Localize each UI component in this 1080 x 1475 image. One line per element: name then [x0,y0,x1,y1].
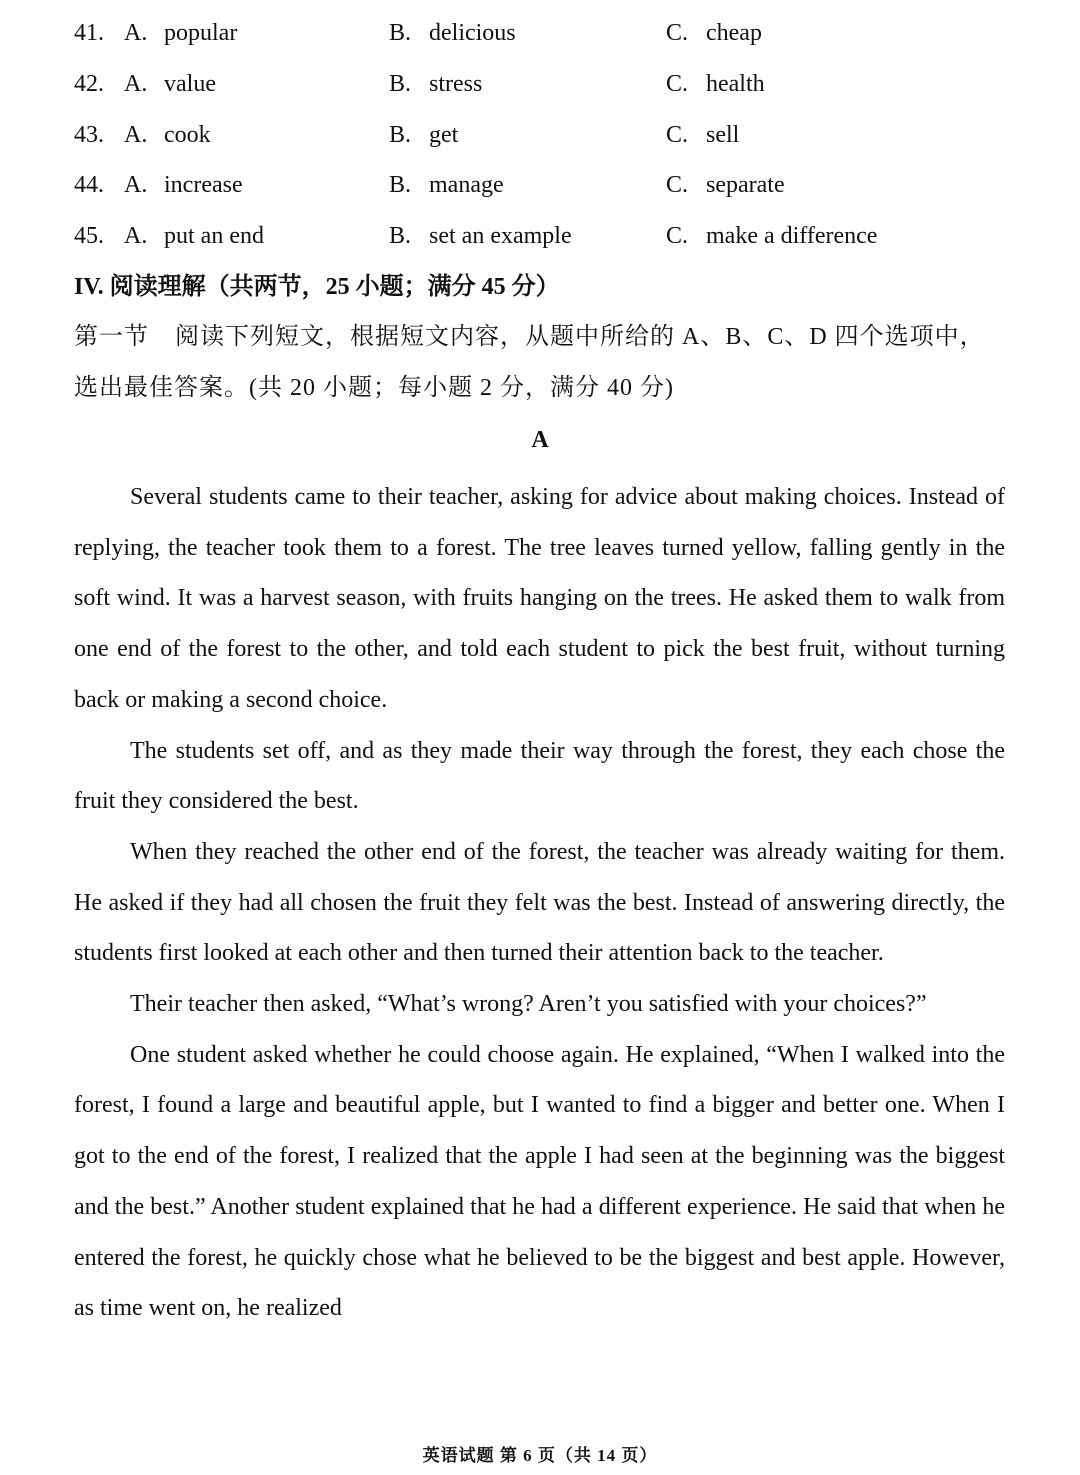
option-b: B. set an example [389,223,572,249]
option-b: B. stress [389,71,483,97]
paragraph: The students set off, and as they made their way through the forest, they each chose the fruit they considered the best. [74,737,1005,815]
paragraph: When they reached the other end of the forest, the teacher was already waiting for them. He asked if they had all chosen the fruit they felt was the best. Instead of answering directly, the students first looked at each other and then turned their attention back to the teacher. [74,838,1005,967]
question-number: 45. [74,223,104,249]
question-43 [0,115,1080,155]
option-c: C. separate [666,172,785,198]
page-footer: 英语试题 第 6 页（共 14 页） [422,1446,658,1465]
paragraph: Several students came to their teacher, asking for advice about making choices. Instead of replying, the teacher took them to a forest. The tree leaves turned yellow, falling gently in the soft wind. It was a harvest season, with fruits hanging on the trees. He asked them to walk from one end of the forest to the other, and told each student to pick the best fruit, without turning back or making a second choice. [74,484,1005,713]
question-44 [0,165,1080,205]
option-c: C. make a difference [666,223,878,249]
option-b: B. manage [389,172,504,198]
option-c: C. cheap [666,20,762,46]
option-b: B. get [389,122,459,148]
section-instructions: 阅读下列短文，根据短文内容，从题中所给的 A、B、C、D 四个选项中，选出最佳答案。(共 20 小题；每小题 2 分，满分 40 分) [74,324,985,401]
option-a: A. put an end [124,223,264,249]
passage-title: A [531,427,549,453]
question-number: 42. [74,71,104,97]
option-a: A. increase [124,172,243,198]
option-c: C. health [666,71,765,97]
paragraph: One student asked whether he could choose again. He explained, “When I walked into the forest, I found a large and beautiful apple, but I wanted to find a bigger and better one. When I got to the end of the forest, I realized that the apple I had seen at the beginning was the biggest and the best.” Another student explained that he had a different experience. He said that when he entered the forest, he quickly chose what he believed to be the biggest and best apple. However, as time went on, he realized [74,1041,1005,1322]
option-c: C. sell [666,122,740,148]
passage-body [74,472,1005,1334]
question-45 [0,216,1080,256]
option-a: A. value [124,71,216,97]
paragraph: Their teacher then asked, “What’s wrong? Aren’t you satisfied with your choices?” [130,991,927,1018]
section-label: 第一节 [74,324,149,350]
question-42 [0,64,1080,104]
question-41 [0,13,1080,53]
option-a: A. cook [124,122,211,148]
section-heading: IV. 阅读理解（共两节，25 小题；满分 45 分） [74,274,560,300]
option-b: B. delicious [389,20,516,46]
section-intro [74,312,1006,414]
question-number: 43. [74,122,104,148]
question-number: 44. [74,172,104,198]
option-a: A. popular [124,20,238,46]
question-number: 41. [74,20,104,46]
